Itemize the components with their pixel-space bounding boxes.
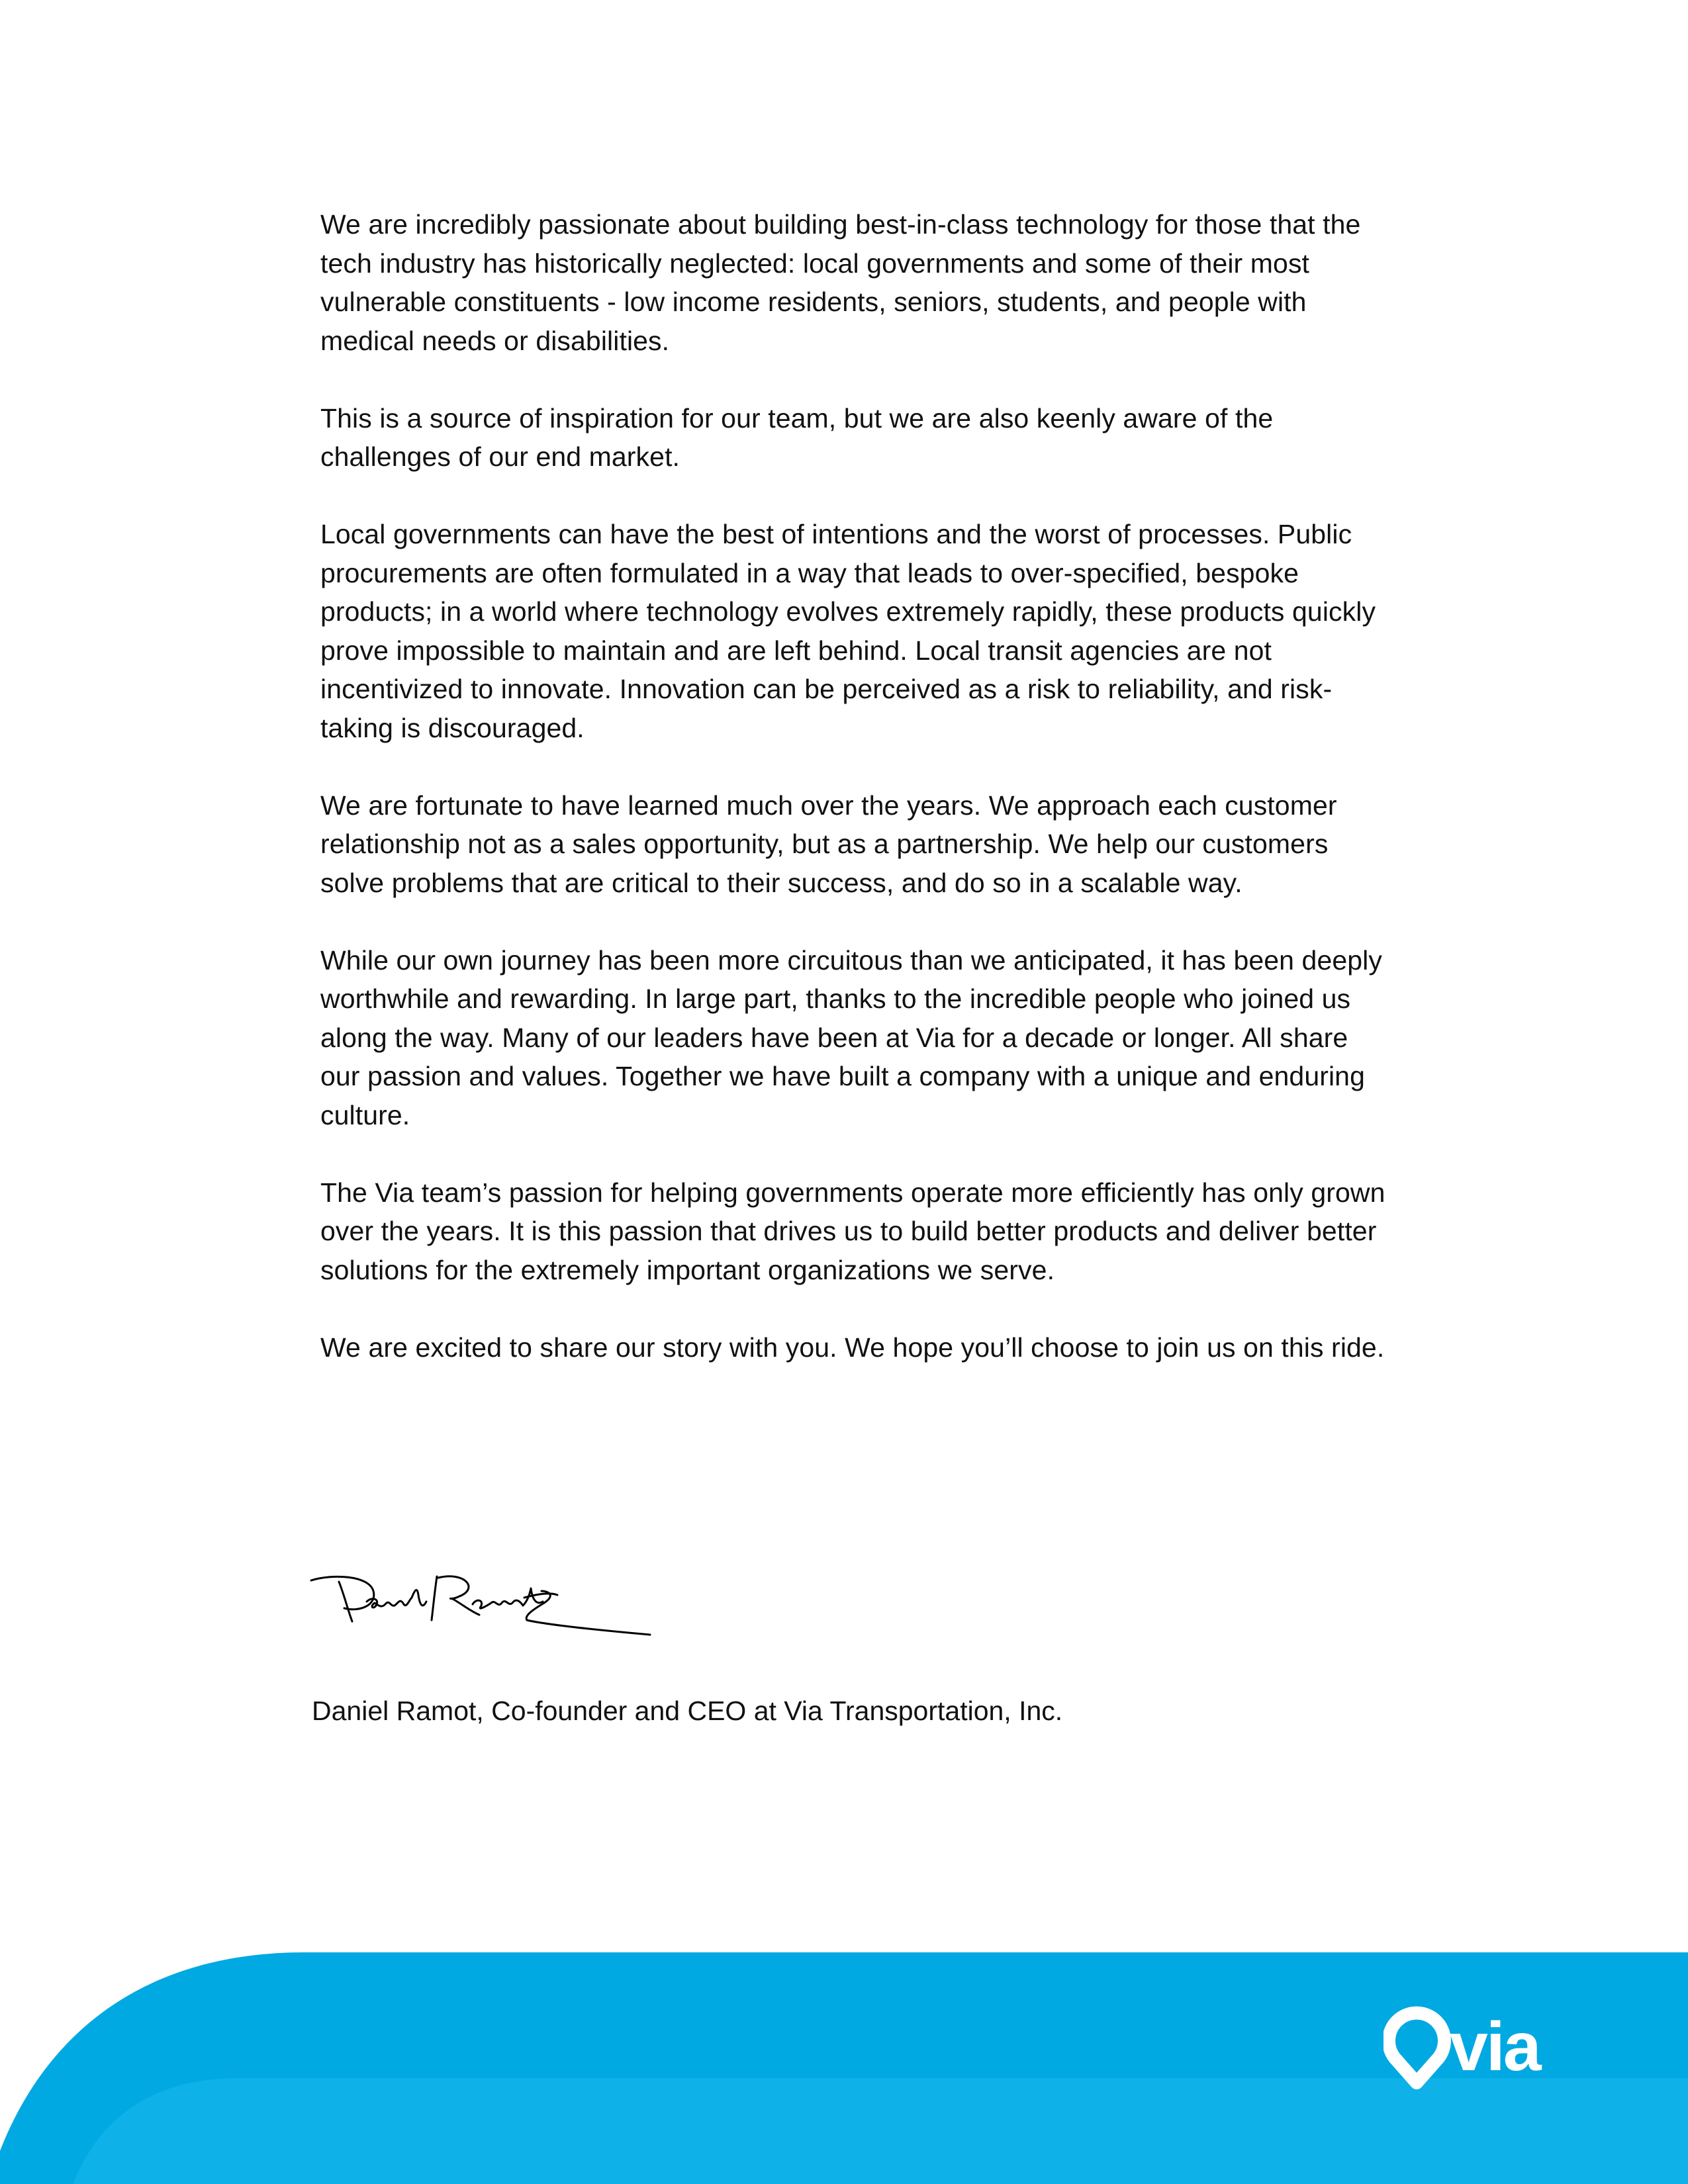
signature [306,1569,663,1668]
paragraph: We are fortunate to have learned much over the years. We approach each customer relationship not as a sales opportunity, but as a partnership. We help our customers solve problems that are critical to their success, and do so in a scalable way. [320,790,1337,898]
signature-caption: Daniel Ramot, Co-founder and CEO at Via Transportation, Inc. [312,1696,1063,1726]
paragraph: Local governments can have the best of intentions and the worst of processes. Public procurements are often formulated in a way that leads to over-specified, bespoke products; in a world where technology evolves extremely rapidly, these products quickly prove impossible to maintain and are left behind. Local transit agencies are not incentivized to innovate. Innovation can be perceived as a risk to reliability, and risk-taking is discouraged. [320,519,1376,743]
paragraph: This is a source of inspiration for our team, but we are also keenly aware of the challenges of our end market. [320,402,1274,472]
paragraph: We are incredibly passionate about building best-in-class technology for those that the tech industry has historically neglected: local governments and some of their most vulnerable constituents - low income residents, seniors, students, and people with medical needs or disabilities. [320,209,1361,356]
paragraph: While our own journey has been more circuitous than we anticipated, it has been deeply worthwhile and rewarding. In large part, thanks to the incredible people who joined us along the way. Many of our leaders have been at Via for a decade or longer. All share our passion and values. Together we have built a company with a unique and enduring culture. [320,944,1382,1130]
paragraph: The Via team’s passion for helping governments operate more efficiently has only grown over the years. It is this passion that drives us to build better products and deliver better solutions for the extremely important organizations we serve. [320,1177,1385,1285]
via-pin-icon [1389,2013,1444,2083]
via-logo [1383,1989,1556,2101]
paragraph: We are excited to share our story with you. We hope you’ll choose to join us on this ride. [320,1332,1385,1363]
via-logo-text: via [1450,2009,1540,2085]
letter-body [320,205,1393,1406]
